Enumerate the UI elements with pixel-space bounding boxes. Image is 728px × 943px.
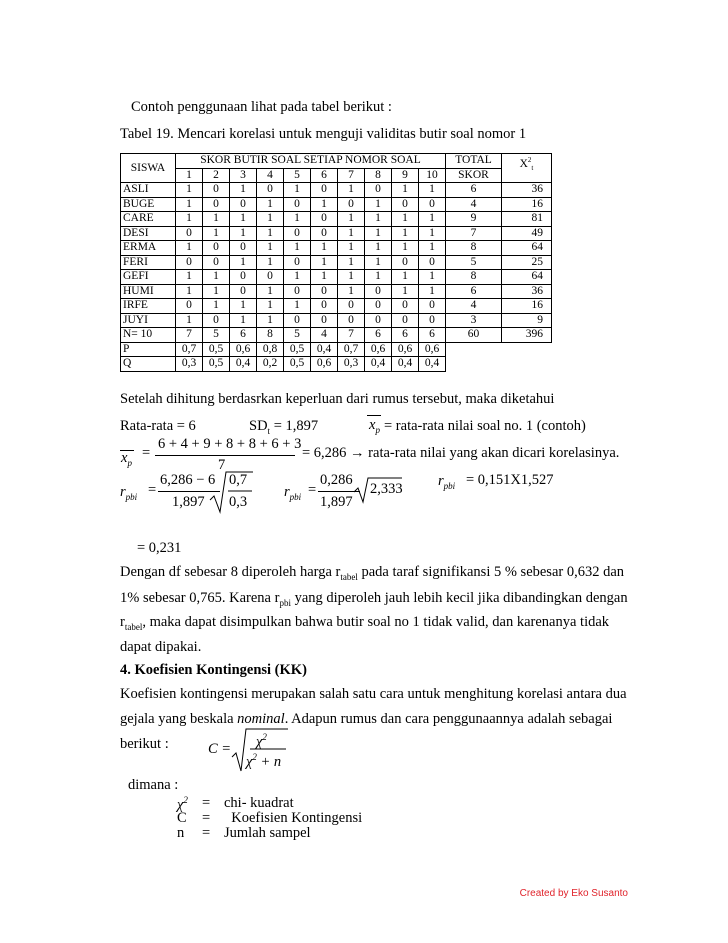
definition-description: chi- kuadrat [224, 795, 294, 811]
score-cell: 1 [257, 313, 284, 328]
score-cell: 0,6 [230, 342, 257, 357]
header-col-7: 7 [338, 168, 365, 183]
score-cell: 0 [338, 299, 365, 314]
after-table-text: Setelah dihitung berdasrkan keperluan dari rumus tersebut, maka diketahui [120, 391, 555, 407]
score-cell: 1 [257, 212, 284, 227]
score-cell: 0 [365, 313, 392, 328]
score-cell: 1 [203, 226, 230, 241]
score-cell: 1 [230, 226, 257, 241]
score-cell: 1 [176, 183, 203, 198]
score-cell: 1 [419, 212, 446, 227]
score-cell: 1 [257, 226, 284, 241]
score-cell: 5 [203, 328, 230, 343]
para1-line2: 1% sebesar 0,765. Karena $r_{pbi}$ yang diperoleh jauh lebih kecil jika dibandingkan dengan [120, 590, 628, 608]
header-col-4: 4 [257, 168, 284, 183]
table-row [121, 299, 552, 314]
score-cell: 0,4 [311, 342, 338, 357]
header-x2t: $X^2_t$ [502, 154, 552, 183]
score-cell: 0,7 [176, 342, 203, 357]
table-row [121, 241, 552, 256]
score-cell: 0 [311, 299, 338, 314]
score-cell: 1 [230, 313, 257, 328]
c-denominator: $\chi^2 + n$ [246, 752, 282, 770]
rpbi-symbol-2: $r_{pbi}$ [284, 484, 302, 502]
score-cell: 0 [338, 197, 365, 212]
student-name: CARE [121, 212, 176, 227]
kk-line3: berikut : [120, 736, 169, 752]
score-cell: 0,3 [176, 357, 203, 372]
score-cell: 0 [311, 284, 338, 299]
rpbi-symbol-3: $r_{pbi}$ [438, 473, 456, 491]
score-cell: 0 [284, 255, 311, 270]
f1-numerator: 6,286 − 6 [160, 472, 216, 488]
x2-cell: 81 [502, 212, 552, 227]
score-cell: 1 [365, 197, 392, 212]
student-name: GEFI [121, 270, 176, 285]
header-skor-butir: SKOR BUTIR SOAL SETIAP NOMOR SOAL [176, 154, 446, 169]
score-cell: 0 [419, 299, 446, 314]
score-cell: 0 [176, 255, 203, 270]
score-cell: 0 [203, 255, 230, 270]
score-cell: 1 [257, 255, 284, 270]
f2-denominator: 1,897 [320, 494, 353, 510]
x2-cell: 396 [502, 328, 552, 343]
score-cell: 0,8 [257, 342, 284, 357]
score-cell: 1 [257, 241, 284, 256]
score-cell: 7 [338, 328, 365, 343]
score-cell: 6 [365, 328, 392, 343]
score-cell: 0,6 [392, 342, 419, 357]
header-siswa: SISWA [121, 154, 176, 183]
definition-equals: = [202, 810, 211, 826]
f1-root-denominator: 0,3 [229, 494, 248, 510]
para1-line4: dapat dipakai. [120, 639, 202, 655]
table-row [121, 270, 552, 285]
score-cell: 0,6 [365, 342, 392, 357]
score-cell: 0 [257, 270, 284, 285]
score-cell: 1 [203, 270, 230, 285]
xp-description: = rata-rata nilai soal no. 1 (contoh) [384, 418, 586, 434]
definition-symbol: $\chi^2$ [177, 795, 188, 813]
x2-cell: 36 [502, 183, 552, 198]
para1-line1: Dengan df sebesar 8 diperoleh harga $r_{tabel}$ pada taraf signifikansi 5 % sebesar 0,632 dan [120, 564, 625, 582]
score-cell: 1 [338, 241, 365, 256]
score-cell: 1 [419, 183, 446, 198]
xp-equals: = [142, 445, 151, 461]
total-cell: 6 [446, 183, 502, 198]
score-cell: 0,5 [284, 342, 311, 357]
table-row [121, 357, 552, 372]
x2-cell: 25 [502, 255, 552, 270]
table-row [121, 226, 552, 241]
score-cell: 1 [338, 226, 365, 241]
total-cell: 60 [446, 328, 502, 343]
score-cell: 1 [230, 183, 257, 198]
table-row [121, 342, 552, 357]
header-total: TOTAL [446, 154, 502, 169]
total-cell [446, 342, 502, 357]
x2-cell: 64 [502, 241, 552, 256]
student-name: JUYI [121, 313, 176, 328]
score-cell: 1 [230, 255, 257, 270]
xp-symbol-2: $x_p$ [121, 450, 132, 468]
score-cell: 0 [230, 241, 257, 256]
score-cell: 0 [203, 313, 230, 328]
score-cell: 1 [284, 270, 311, 285]
x2-cell: 9 [502, 313, 552, 328]
score-cell: 0,4 [230, 357, 257, 372]
score-cell: 0 [392, 255, 419, 270]
f2-equals: = [308, 482, 317, 498]
definition-symbol: n [177, 825, 185, 841]
x2-cell: 16 [502, 197, 552, 212]
score-cell: 0 [176, 299, 203, 314]
c-numerator: $\chi^2$ [256, 732, 267, 750]
score-cell: 1 [311, 270, 338, 285]
xp-numerator: 6 + 4 + 9 + 8 + 8 + 6 + 3 [158, 436, 302, 452]
total-cell: 6 [446, 284, 502, 299]
score-cell: 0,5 [203, 357, 230, 372]
header-col-2: 2 [203, 168, 230, 183]
kk-line2: gejala yang beskala nominal. Adapun rumus dan cara penggunaannya adalah sebagai [120, 711, 613, 727]
score-cell: 6 [230, 328, 257, 343]
score-cell: 1 [176, 313, 203, 328]
score-cell: 0 [392, 299, 419, 314]
x2-cell: 49 [502, 226, 552, 241]
xp-denominator: 7 [218, 457, 226, 473]
score-cell: 6 [392, 328, 419, 343]
f1-denominator: 1,897 [172, 494, 205, 510]
header-skor: SKOR [446, 168, 502, 183]
score-cell: 1 [338, 212, 365, 227]
score-cell: 1 [203, 284, 230, 299]
x2-cell: 64 [502, 270, 552, 285]
score-cell: 1 [203, 212, 230, 227]
score-table [120, 153, 552, 372]
x2-cell [502, 342, 552, 357]
header-col-10: 10 [419, 168, 446, 183]
table-row [121, 197, 552, 212]
score-cell: 0,4 [419, 357, 446, 372]
student-name: FERI [121, 255, 176, 270]
header-col-6: 6 [311, 168, 338, 183]
score-cell: 1 [257, 284, 284, 299]
score-cell: 1 [365, 270, 392, 285]
student-name: Q [121, 357, 176, 372]
score-cell: 1 [392, 284, 419, 299]
score-cell: 1 [230, 299, 257, 314]
score-cell: 1 [365, 226, 392, 241]
score-cell: 0,3 [338, 357, 365, 372]
c-formula-lhs: C = [208, 741, 232, 757]
score-cell: 1 [203, 299, 230, 314]
f3-rhs: = 0,151X1,527 [466, 472, 554, 488]
kk-line1: Koefisien kontingensi merupakan salah satu cara untuk menghitung korelasi antara dua [120, 686, 627, 702]
score-cell: 1 [257, 299, 284, 314]
score-cell: 0 [203, 241, 230, 256]
student-name: N= 10 [121, 328, 176, 343]
xp-bar [367, 415, 381, 416]
score-cell: 1 [311, 255, 338, 270]
score-cell: 0,2 [257, 357, 284, 372]
score-cell: 0 [338, 313, 365, 328]
header-col-8: 8 [365, 168, 392, 183]
score-cell: 0 [365, 299, 392, 314]
score-cell: 0 [365, 284, 392, 299]
sd-text: $SD_t = 1,897$ [249, 418, 319, 436]
score-cell: 1 [284, 241, 311, 256]
total-cell [446, 357, 502, 372]
intro-text: Contoh penggunaan lihat pada tabel berikut : [131, 99, 392, 115]
score-cell: 1 [419, 226, 446, 241]
score-cell: 1 [338, 284, 365, 299]
table-row [121, 313, 552, 328]
score-cell: 0 [284, 313, 311, 328]
total-cell: 7 [446, 226, 502, 241]
total-cell: 5 [446, 255, 502, 270]
para1-line3: $r_{tabel}$, maka dapat disimpulkan bahwa butir soal no 1 tidak valid, dan karenanya tidak [120, 614, 610, 632]
table-row [121, 255, 552, 270]
f2-numerator: 0,286 [320, 472, 353, 488]
student-name: HUMI [121, 284, 176, 299]
score-cell: 1 [284, 212, 311, 227]
score-cell: 0 [419, 197, 446, 212]
score-cell: 0 [365, 183, 392, 198]
definition-equals: = [202, 825, 211, 841]
score-cell: 0,4 [365, 357, 392, 372]
student-name: ERMA [121, 241, 176, 256]
table-row [121, 212, 552, 227]
total-cell: 3 [446, 313, 502, 328]
score-cell: 0 [392, 313, 419, 328]
score-cell: 1 [338, 270, 365, 285]
total-cell: 9 [446, 212, 502, 227]
definition-equals: = [202, 795, 211, 811]
score-cell: 0 [311, 212, 338, 227]
x2-cell [502, 357, 552, 372]
score-cell: 1 [419, 241, 446, 256]
score-cell: 0 [176, 226, 203, 241]
student-name: P [121, 342, 176, 357]
student-name: BUGE [121, 197, 176, 212]
score-cell: 8 [257, 328, 284, 343]
f1-equals: = [148, 482, 157, 498]
score-cell: 1 [392, 241, 419, 256]
score-cell: 0 [392, 197, 419, 212]
score-cell: 0,6 [419, 342, 446, 357]
header-col-1: 1 [176, 168, 203, 183]
x2-cell: 16 [502, 299, 552, 314]
score-cell: 1 [311, 197, 338, 212]
score-cell: 1 [176, 197, 203, 212]
header-col-5: 5 [284, 168, 311, 183]
score-cell: 1 [176, 212, 203, 227]
score-cell: 0,4 [392, 357, 419, 372]
score-cell: 1 [257, 197, 284, 212]
score-cell: 0 [230, 270, 257, 285]
score-cell: 1 [365, 241, 392, 256]
xp-fraction-bar [155, 455, 295, 456]
score-cell: 0 [203, 183, 230, 198]
rpbi-symbol-1: $r_{pbi}$ [120, 484, 138, 502]
score-cell: 0 [284, 197, 311, 212]
score-cell: 1 [365, 255, 392, 270]
total-cell: 8 [446, 241, 502, 256]
score-cell: 1 [176, 270, 203, 285]
score-cell: 1 [419, 284, 446, 299]
score-cell: 1 [176, 241, 203, 256]
score-cell: 7 [176, 328, 203, 343]
student-name: DESI [121, 226, 176, 241]
score-cell: 6 [419, 328, 446, 343]
footer-credit: Created by Eko Susanto [519, 888, 628, 899]
mean-text: Rata-rata = 6 [120, 418, 196, 434]
score-cell: 1 [338, 183, 365, 198]
result-value: = 0,231 [137, 540, 182, 556]
score-cell: 0,7 [338, 342, 365, 357]
score-cell: 1 [230, 212, 257, 227]
score-cell: 0,5 [284, 357, 311, 372]
score-cell: 1 [284, 183, 311, 198]
score-cell: 0,6 [311, 357, 338, 372]
score-cell: 0 [311, 183, 338, 198]
score-cell: 0 [311, 313, 338, 328]
f2-root-value: 2,333 [370, 481, 403, 497]
score-cell: 1 [311, 241, 338, 256]
definition-symbol: C [177, 810, 187, 826]
score-cell: 1 [392, 226, 419, 241]
score-cell: 0 [419, 313, 446, 328]
score-cell: 0 [230, 284, 257, 299]
table-caption: Tabel 19. Mencari korelasi untuk menguji validitas butir soal nomor 1 [120, 126, 527, 142]
xp-result: = 6,286 → rata-rata nilai yang akan dicari korelasinya. [302, 445, 620, 461]
score-cell: 1 [392, 183, 419, 198]
score-cell: 0 [419, 255, 446, 270]
f1-root-numerator: 0,7 [229, 472, 248, 488]
score-cell: 1 [176, 284, 203, 299]
score-cell: 1 [284, 299, 311, 314]
score-cell: 0 [230, 197, 257, 212]
score-cell: 0 [203, 197, 230, 212]
total-cell: 4 [446, 197, 502, 212]
total-cell: 8 [446, 270, 502, 285]
section-heading: 4. Koefisien Kontingensi (KK) [120, 662, 307, 678]
score-cell: 1 [419, 270, 446, 285]
x2-cell: 36 [502, 284, 552, 299]
student-name: ASLI [121, 183, 176, 198]
definition-description: Koefisien Kontingensi [224, 810, 363, 826]
total-cell: 4 [446, 299, 502, 314]
score-cell: 0,5 [203, 342, 230, 357]
score-cell: 1 [338, 255, 365, 270]
header-col-3: 3 [230, 168, 257, 183]
table-row [121, 284, 552, 299]
score-cell: 4 [311, 328, 338, 343]
score-cell: 0 [311, 226, 338, 241]
score-cell: 1 [392, 270, 419, 285]
dimana-label: dimana : [128, 777, 179, 793]
score-cell: 1 [392, 212, 419, 227]
xp-symbol: $x_p$ [369, 417, 380, 435]
score-cell: 0 [257, 183, 284, 198]
score-cell: 5 [284, 328, 311, 343]
student-name: IRFE [121, 299, 176, 314]
table-row [121, 328, 552, 343]
table-row [121, 183, 552, 198]
definition-description: Jumlah sampel [224, 825, 311, 841]
score-cell: 1 [365, 212, 392, 227]
score-cell: 0 [284, 284, 311, 299]
score-cell: 0 [284, 226, 311, 241]
header-col-9: 9 [392, 168, 419, 183]
